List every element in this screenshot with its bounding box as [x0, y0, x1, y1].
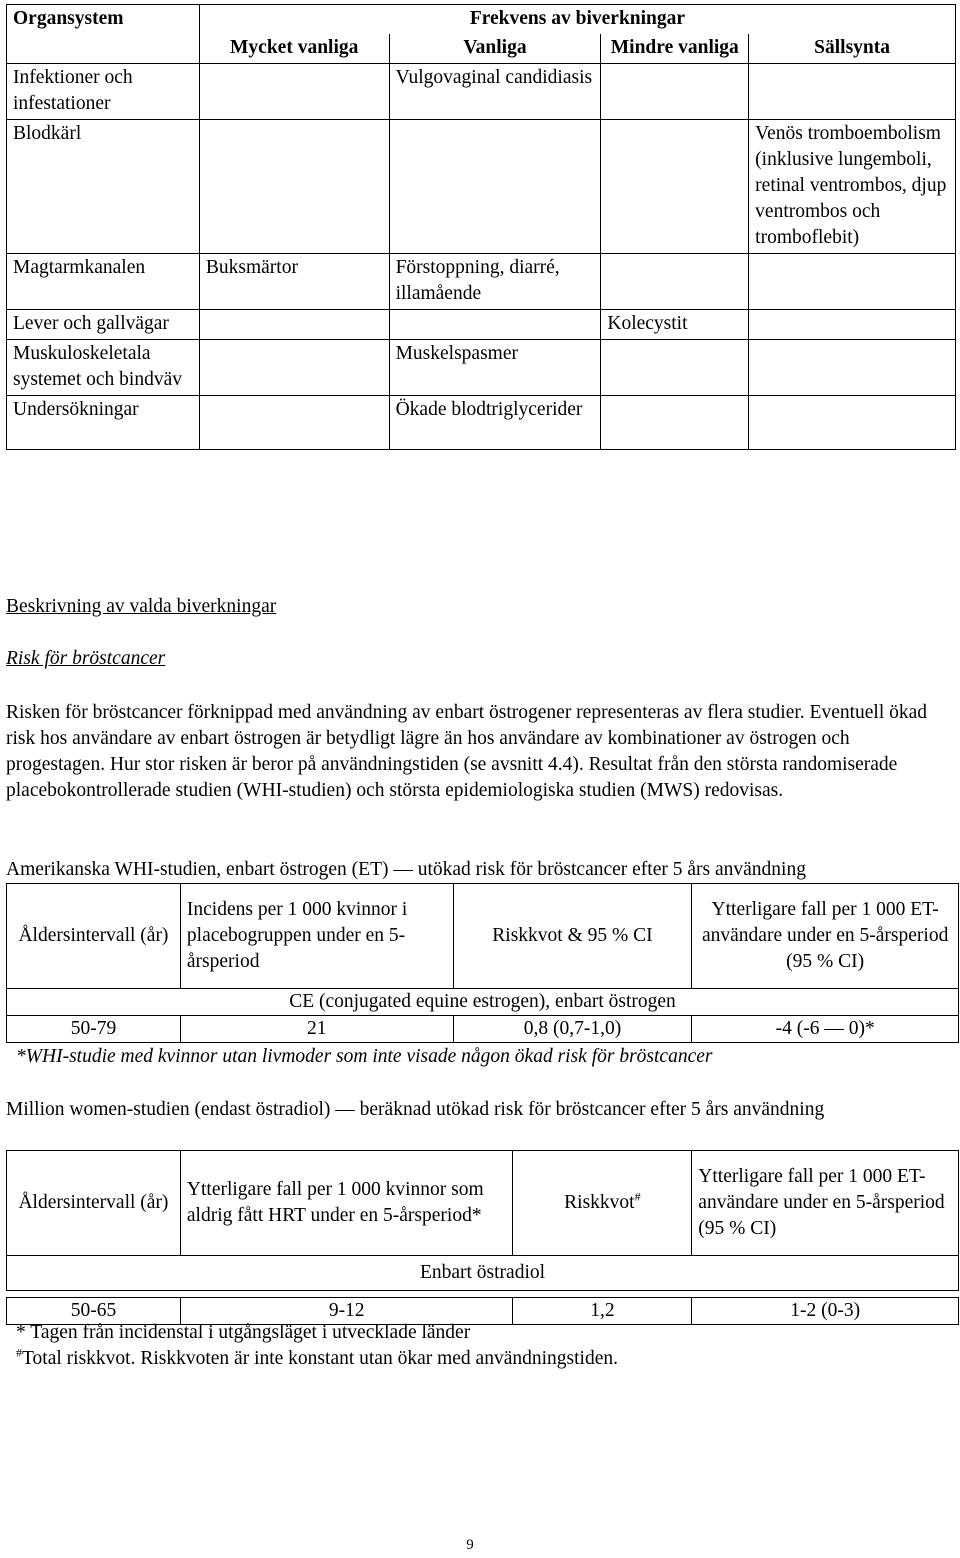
organ-cell: Undersökningar [7, 396, 200, 450]
header-age-interval: Åldersintervall (år) [7, 1151, 181, 1256]
mws-footnote-1: * Tagen från incidenstal i utgångsläget i utvecklade länder [16, 1322, 471, 1343]
mws-footnote-2: #Total riskkvot. Riskkvoten är inte konstant utan ökar med användningstiden. [16, 1345, 618, 1369]
table-row: Undersökningar Ökade blodtriglycerider [7, 396, 956, 450]
organ-cell: Lever och gallvägar [7, 310, 200, 340]
table-row: Magtarmkanalen Buksmärtor Förstoppning, diarré, illamående [7, 254, 956, 310]
header-incidence: Incidens per 1 000 kvinnor i placebogruppen under en 5-årsperiod [180, 884, 453, 989]
mws-table [6, 1150, 959, 1325]
whi-table [6, 883, 959, 1043]
table-row: 50-65 9-12 1,2 1-2 (0-3) [7, 1298, 959, 1325]
header-vanliga: Vanliga [389, 34, 601, 64]
whi-subheader: CE (conjugated equine estrogen), enbart östrogen [7, 989, 959, 1016]
adverse-reactions-table [6, 4, 956, 450]
organ-cell: Infektioner och infestationer [7, 64, 200, 120]
header-sallsynta: Sällsynta [749, 34, 956, 64]
mws-heading: Million women-studien (endast östradiol) — beräknad utökad risk för bröstcancer efter 5 års användning [6, 1099, 825, 1120]
organ-cell: Muskuloskeletala systemet och bindväv [7, 340, 200, 396]
header-frequency: Frekvens av biverkningar [199, 5, 955, 35]
header-additional-cases-never: Ytterligare fall per 1 000 kvinnor som aldrig fått HRT under en 5-årsperiod* [180, 1151, 513, 1256]
header-additional-cases: Ytterligare fall per 1 000 ET-användare under en 5-årsperiod (95 % CI) [692, 884, 959, 989]
organ-cell: Magtarmkanalen [7, 254, 200, 310]
table-row: Blodkärl Venös tromboembolism (inklusive lungemboli, retinal ventrombos, djup ventrombos och tromboflebit) [7, 120, 956, 254]
sub-title: Risk för bröstcancer [6, 648, 166, 669]
section-title: Beskrivning av valda biverkningar [6, 596, 277, 617]
mws-subheader: Enbart östradiol [7, 1256, 959, 1291]
header-mycket-vanliga: Mycket vanliga [199, 34, 389, 64]
header-risk-ratio: Riskkvot# [513, 1151, 692, 1256]
table-row: Lever och gallvägar Kolecystit [7, 310, 956, 340]
whi-footnote: *WHI-studie med kvinnor utan livmoder som inte visade någon ökad risk för bröstcancer [16, 1046, 713, 1067]
table-row: Muskuloskeletala systemet och bindväv Muskelspasmer [7, 340, 956, 396]
page-number: 9 [466, 1537, 474, 1553]
header-age-interval: Åldersintervall (år) [7, 884, 181, 989]
hash-sup: # [634, 1189, 641, 1204]
table-row: 50-79 21 0,8 (0,7-1,0) -4 (-6 — 0)* [7, 1016, 959, 1043]
table-row: Infektioner och infestationer Vulgovaginal candidiasis [7, 64, 956, 120]
risk-paragraph: Risken för bröstcancer förknippad med användning av enbart östrogener representeras av flera studier. Eventuell ökad risk hos användare av enbart östrogen är betydligt lägre än hos användare av kombinationer av östrogen och progestagen. Hur stor risken är beror på användningstiden (se avsnitt 4.4). Resultat från den största randomiserade placebokontrollerade studien (WHI-studien) och största epidemiologiska studien (MWS) redovisas. [6, 702, 928, 801]
header-risk-ratio: Riskkvot & 95 % CI [453, 884, 692, 989]
header-additional-cases: Ytterligare fall per 1 000 ET-användare under en 5-årsperiod (95 % CI) [692, 1151, 959, 1256]
organ-cell: Blodkärl [7, 120, 200, 254]
whi-heading: Amerikanska WHI-studien, enbart östrogen (ET) — utökad risk för bröstcancer efter 5 års användning [6, 859, 806, 880]
header-organsystem: Organsystem [7, 5, 200, 64]
header-mindre-vanliga: Mindre vanliga [601, 34, 749, 64]
